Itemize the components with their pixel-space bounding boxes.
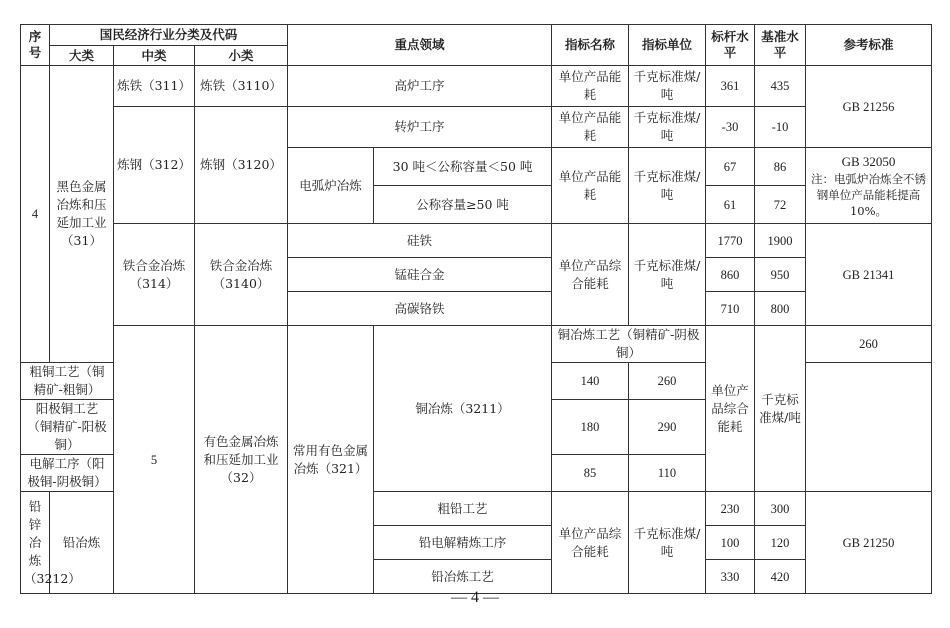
field-blister-copper: 粗铜工艺（铜精矿-粗铜） (21, 363, 114, 400)
benchmark-crude-lead: 230 (706, 492, 755, 526)
unit-converter: 千克标准煤/吨 (629, 107, 706, 148)
benchmark-lead-refining: 100 (706, 526, 755, 560)
unit-eaf: 千克标准煤/吨 (629, 148, 706, 224)
benchmark-blast: 361 (706, 66, 755, 107)
indicator-blast: 单位产品能耗 (552, 66, 629, 107)
header-classification: 国民经济行业分类及代码 (50, 25, 288, 46)
field-ferrochrome: 高碳铬铁 (288, 292, 552, 326)
medium-steel: 炼钢（312） (114, 107, 195, 224)
major-category-32: 有色金属冶炼和压延加工业（32） (195, 326, 288, 594)
seq-5: 5 (114, 326, 195, 594)
minor-copper: 铜冶炼（3211） (374, 326, 552, 492)
indicator-ferroalloy: 单位产品综合能耗 (552, 224, 629, 326)
minor-iron: 炼铁（3110） (195, 66, 288, 107)
benchmark-lead-process: 330 (706, 560, 755, 594)
minor-steel: 炼钢（3120） (195, 107, 288, 224)
benchmark-electrolysis: 85 (552, 455, 629, 492)
baseline-anode: 290 (629, 400, 706, 455)
indicator-lead: 单位产品综合能耗 (552, 492, 629, 594)
baseline-electrolysis: 110 (629, 455, 706, 492)
field-lead-smelting: 铅冶炼 (50, 492, 114, 594)
reference-lead: GB 21250 (806, 492, 932, 594)
header-reference: 参考标准 (806, 25, 932, 66)
baseline-crude-lead: 300 (755, 492, 806, 526)
page-number: — 4 — (451, 589, 499, 606)
header-baseline: 基准水平 (755, 25, 806, 66)
reference-iron-steel: GB 21256 (806, 66, 932, 148)
field-ferrosilicon: 硅铁 (288, 224, 552, 258)
benchmark-silicomanganese: 860 (706, 258, 755, 292)
field-anode-copper: 阳极铜工艺（铜精矿-阳极铜） (21, 400, 114, 455)
field-electrolysis: 电解工序（阳极铜-阴极铜） (21, 455, 114, 492)
field-lead-refining: 铅电解精炼工序 (374, 526, 552, 560)
baseline-converter: -10 (755, 107, 806, 148)
header-unit: 指标单位 (629, 25, 706, 66)
medium-iron: 炼铁（311） (114, 66, 195, 107)
indicator-eaf: 单位产品能耗 (552, 148, 629, 224)
unit-copper: 千克标准煤/吨 (755, 326, 806, 492)
medium-nonferrous: 常用有色金属冶炼（321） (288, 326, 374, 594)
benchmark-eaf-large: 61 (706, 186, 755, 224)
field-eaf: 电弧炉冶炼 (288, 148, 374, 224)
baseline-eaf-large: 72 (755, 186, 806, 224)
indicator-converter: 单位产品能耗 (552, 107, 629, 148)
baseline-blister: 260 (629, 363, 706, 400)
minor-ferroalloy: 铁合金冶炼（3140） (195, 224, 288, 326)
medium-ferroalloy: 铁合金冶炼（314） (114, 224, 195, 326)
reference-eaf-note: 注：电弧炉冶炼全不锈钢单位产品能耗提高 10%。 (811, 171, 927, 218)
baseline-lead-refining: 120 (755, 526, 806, 560)
benchmark-ferrochrome: 710 (706, 292, 755, 326)
field-silicomanganese: 锰硅合金 (288, 258, 552, 292)
header-seq: 序号 (21, 25, 50, 66)
baseline-ferrochrome: 800 (755, 292, 806, 326)
baseline-blast: 435 (755, 66, 806, 107)
minor-lead-zinc: 铅锌冶炼（3212） (21, 492, 50, 594)
benchmark-blister: 140 (552, 363, 629, 400)
baseline-lead-process: 420 (755, 560, 806, 594)
header-minor: 小类 (195, 46, 288, 66)
field-converter: 转炉工序 (288, 107, 552, 148)
header-medium: 中类 (114, 46, 195, 66)
header-indicator: 指标名称 (552, 25, 629, 66)
field-lead-process: 铅冶炼工艺 (374, 560, 552, 594)
unit-lead: 千克标准煤/吨 (629, 492, 706, 594)
unit-ferroalloy: 千克标准煤/吨 (629, 224, 706, 326)
benchmark-copper-smelting: 260 (806, 326, 932, 363)
field-eaf-small: 30 吨＜公称容量＜50 吨 (374, 148, 552, 186)
unit-blast: 千克标准煤/吨 (629, 66, 706, 107)
benchmark-converter: -30 (706, 107, 755, 148)
benchmark-ferrosilicon: 1770 (706, 224, 755, 258)
reference-eaf (806, 148, 932, 224)
field-crude-lead: 粗铅工艺 (374, 492, 552, 526)
energy-benchmark-table (20, 24, 932, 594)
benchmark-eaf-small: 67 (706, 148, 755, 186)
major-category-31: 黑色金属冶炼和压延加工业（31） (50, 66, 114, 363)
baseline-ferrosilicon: 1900 (755, 224, 806, 258)
field-blast-furnace: 高炉工序 (288, 66, 552, 107)
seq-4: 4 (21, 66, 50, 363)
field-eaf-large: 公称容量≥50 吨 (374, 186, 552, 224)
reference-ferroalloy: GB 21341 (806, 224, 932, 326)
header-field: 重点领域 (288, 25, 552, 66)
header-major: 大类 (50, 46, 114, 66)
reference-eaf-standard: GB 32050 (841, 153, 896, 169)
field-copper-smelting: 铜冶炼工艺（铜精矿-阴极铜） (552, 326, 706, 363)
baseline-eaf-small: 86 (755, 148, 806, 186)
header-benchmark: 标杆水平 (706, 25, 755, 66)
baseline-silicomanganese: 950 (755, 258, 806, 292)
benchmark-anode: 180 (552, 400, 629, 455)
indicator-copper: 单位产品综合能耗 (706, 326, 755, 492)
